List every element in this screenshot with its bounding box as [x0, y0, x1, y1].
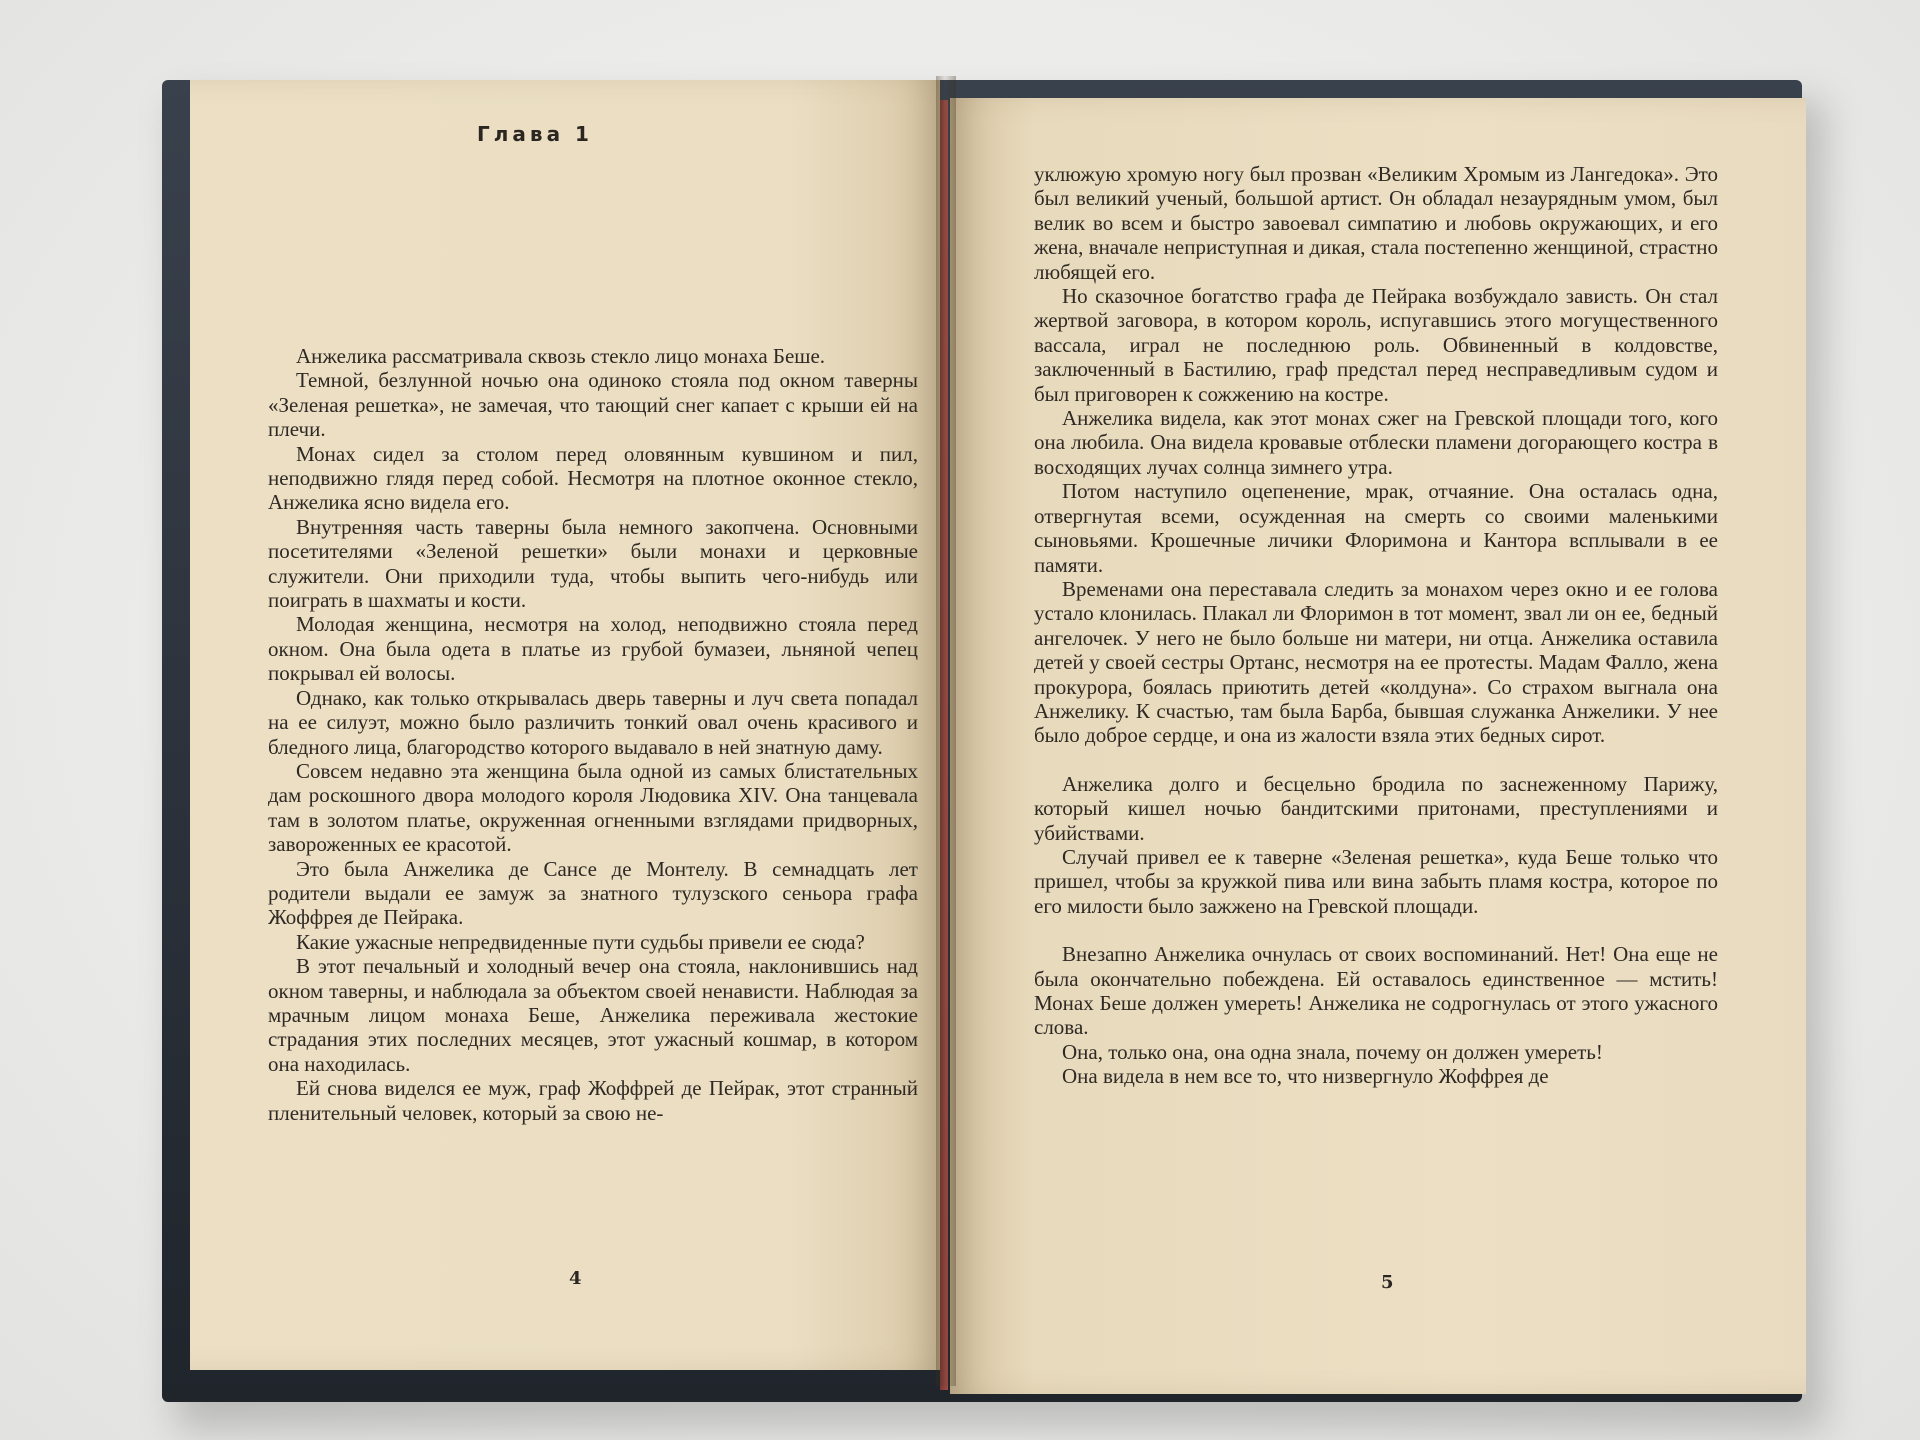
right-page-text: [1034, 162, 1718, 1089]
book-gutter: [936, 76, 956, 1386]
paragraph: Внезапно Анжелика очнулась от своих воспоминаний. Нет! Она еще не была окончательно побеждена. Ей оставалось единственное — мстить! Монах Беше должен умереть! Анжелика не содрогнулась от этого ужасного слова.: [1034, 942, 1718, 1040]
paragraph: Случай привел ее к таверне «Зеленая решетка», куда Беше только что пришел, чтобы за кружкой пива или вина забыть пламя костра, которое по его милости было зажжено на Гревской площади.: [1034, 844, 1718, 918]
paragraph: Она, только она, она одна знала, почему он должен умереть!: [1062, 1039, 1603, 1064]
paragraph: Внутренняя часть таверны была немного закопчена. Основными посетителями «Зеленой решетки» были монахи и церковные служители. Они приходили туда, чтобы выпить чего-нибудь или поиграть в шахматы и кости.: [268, 514, 918, 613]
paragraph: Анжелика рассматривала сквозь стекло лицо монаха Беше.: [296, 344, 826, 368]
right-page: [950, 98, 1806, 1394]
paragraph: Это была Анжелика де Сансе де Монтелу. В семнадцать лет родители выдали ее замуж за знатного тулузского сеньора графа Жоффрея де Пейрака.: [268, 856, 918, 930]
paragraph: В этот печальный и холодный вечер она стояла, наклонившись над окном таверны, и наблюдала за объектом своей ненависти. Наблюдая за мрачным лицом монаха Беше, Анжелика переживала жестокие страдания этих последних месяцев, этот ужасный кошмар, в котором она находилась.: [268, 954, 918, 1076]
paragraph: Но сказочное богатство графа де Пейрака возбуждало зависть. Он стал жертвой заговора, в котором король, испугавшись этого могущественного вассала, играл не последнюю роль. Обвиненный в колдовстве, заключенный в Бастилию, граф предстал перед несправедливым судом и был приговорен к сожжению на костре.: [1034, 284, 1718, 406]
paragraph: Темной, безлунной ночью она одиноко стояла под окном таверны «Зеленая решетка», не замечая, что тающий снег капает с крыши ей на плечи.: [268, 368, 918, 442]
paragraph: Совсем недавно эта женщина была одной из самых блистательных дам роскошного двора молодого короля Людовика XIV. Она танцевала там в золотом платье, окруженная огненными взглядами придворных, завороженных ее красотой.: [268, 758, 918, 857]
paragraph: Монах сидел за столом перед оловянным кувшином и пил, неподвижно глядя перед собой. Несмотря на плотное оконное стекло, Анжелика ясно видела его.: [268, 441, 918, 515]
paragraph: Однако, как только открывалась дверь таверны и луч света попадал на ее силуэт, можно было различить тонкий овал очень красивого и бледного лица, благородство которого выдавало в ней знатную даму.: [268, 685, 918, 759]
paragraph: Какие ужасные непредвиденные пути судьбы привели ее сюда?: [296, 929, 865, 954]
paragraph: Она видела в нем все то, что низвергнуло Жоффрея де: [1062, 1064, 1549, 1089]
page-number: 5: [1381, 1272, 1394, 1293]
section-break: [1034, 748, 1718, 772]
page-number: 4: [569, 1268, 582, 1289]
paragraph: Анжелика долго и бесцельно бродила по заснеженному Парижу, который кишел ночью бандитскими притонами, преступлениями и убийствами.: [1034, 771, 1718, 845]
left-page: [190, 80, 940, 1370]
paragraph: Ей снова виделся ее муж, граф Жоффрей де Пейрак, этот странный пленительный человек, который за свою не-: [268, 1076, 918, 1125]
left-page-text: [268, 344, 918, 1125]
paragraph: Анжелика видела, как этот монах сжег на Гревской площади того, кого она любила. Она видела кровавые отблески пламени догорающего костра в восходящих лучах солнца зимнего утра.: [1034, 406, 1718, 479]
paragraph: Молодая женщина, несмотря на холод, неподвижно стояла перед окном. Она была одета в платье из грубой бумазеи, льняной чепец покрывал ей волосы.: [268, 612, 918, 686]
section-break: [1034, 918, 1718, 942]
paragraph: Временами она переставала следить за монахом через окно и ее голова устало клонилась. Плакал ли Флоримон в тот момент, звал ли он ее, бедный ангелочек. У него не было больше ни матери, ни отца. Анжелика оставила детей у своей сестры Ортанс, несмотря на ее протесты. Мадам Фалло, жена прокурора, боялась приютить детей «колдуна». Со страхом выгнала она Анжелику. К счастью, там была Барба, бывшая служанка Анжелики. У нее было доброе сердце, и она из жалости взяла этих бедных сирот.: [1034, 576, 1718, 748]
paragraph: Потом наступило оцепенение, мрак, отчаяние. Она осталась одна, отвергнутая всеми, осужденная на смерть со своими маленькими сыновьями. Крошечные личики Флоримона и Кантора всплывали в ее памяти.: [1034, 479, 1718, 577]
paragraph: уклюжую хромую ногу был прозван «Великим Хромым из Лангедока». Это был великий ученый, большой артист. Он обладал незаурядным умом, был велик во всем и быстро завоевал симпатию и любовь окружающих, и его жена, вначале неприступная и дикая, стала постепенно женщиной, страстно любящей его.: [1034, 162, 1718, 284]
chapter-title: Глава 1: [477, 122, 593, 146]
